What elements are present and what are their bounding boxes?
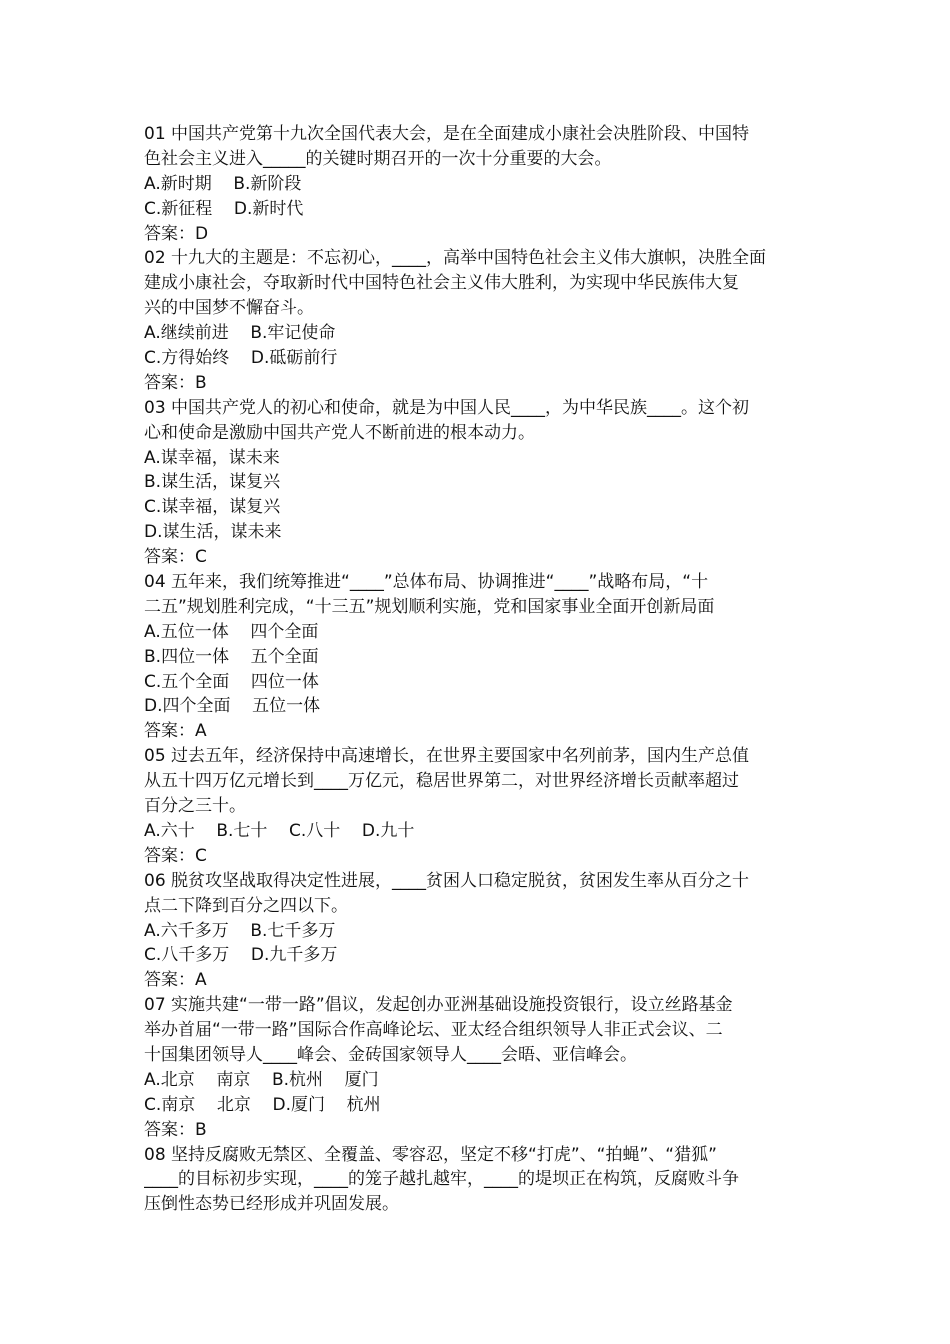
text-line: 点二下降到百分之四以下。 xyxy=(144,895,348,916)
answer-line: 答案：B xyxy=(144,372,207,393)
text-line: 色社会主义进入_____的关键时期召开的一次十分重要的大会。 xyxy=(144,148,612,169)
text-line: C.方得始终 D.砥砺前行 xyxy=(144,348,338,369)
text-line: ____的目标初步实现，____的笼子越扎越牢，____的堤坝正在构筑，反腐败斗争 xyxy=(144,1169,739,1190)
text-line: 举办首届“一带一路”国际合作高峰论坛、亚太经合组织领导人非正式会议、二 xyxy=(144,1020,723,1041)
text-line: A.六十 B.七十 C.八十 D.九十 xyxy=(144,820,415,841)
answer-line: 答案：A xyxy=(144,970,207,991)
text-line: 04 五年来，我们统筹推进“____”总体布局、协调推进“____”战略布局，“十 xyxy=(144,572,709,593)
text-line: B.四位一体 五个全面 xyxy=(144,646,319,667)
text-line: 心和使命是激励中国共产党人不断前进的根本动力。 xyxy=(144,422,535,443)
answer-line: 答案：A xyxy=(144,721,207,742)
text-line: C.南京 北京 D.厦门 杭州 xyxy=(144,1094,381,1115)
answer-line: 答案：C xyxy=(144,547,207,568)
text-line: A.谋幸福，谋未来 xyxy=(144,447,280,468)
text-line: 06 脱贫攻坚战取得决定性进展，____贫困人口稳定脱贫，贫困发生率从百分之十 xyxy=(144,870,750,891)
text-line: 03 中国共产党人的初心和使命，就是为中国人民____，为中华民族____。这个初 xyxy=(144,397,750,418)
text-line: C.谋幸福，谋复兴 xyxy=(144,497,281,518)
answer-line: 答案：C xyxy=(144,845,207,866)
text-line: 08 坚持反腐败无禁区、全覆盖、零容忍，坚定不移“打虎”、“拍蝇”、“猎狐” xyxy=(144,1144,717,1165)
text-line: B.谋生活，谋复兴 xyxy=(144,472,281,493)
text-line: D.谋生活，谋未来 xyxy=(144,522,282,543)
text-line: 07 实施共建“一带一路”倡议，发起创办亚洲基础设施投资银行，设立丝路基金 xyxy=(144,995,733,1016)
text-line: 兴的中国梦不懈奋斗。 xyxy=(144,298,314,319)
answer-line: 答案：B xyxy=(144,1119,207,1140)
text-line: A.六千多万 B.七千多万 xyxy=(144,920,336,941)
text-line: A.继续前进 B.牢记使命 xyxy=(144,323,336,344)
text-line: A.新时期 B.新阶段 xyxy=(144,173,302,194)
text-line: 二五”规划胜利完成，“十三五”规划顺利实施，党和国家事业全面开创新局面 xyxy=(144,596,715,617)
text-line: 十国集团领导人____峰会、金砖国家领导人____会晤、亚信峰会。 xyxy=(144,1044,637,1065)
answer-line: 答案：D xyxy=(144,223,209,244)
text-line: 05 过去五年，经济保持中高速增长，在世界主要国家中名列前茅，国内生产总值 xyxy=(144,746,750,767)
text-line: 压倒性态势已经形成并巩固发展。 xyxy=(144,1194,399,1215)
text-line: 02 十九大的主题是：不忘初心，____，高举中国特色社会主义伟大旗帜，决胜全面 xyxy=(144,248,767,269)
text-line: 建成小康社会，夺取新时代中国特色社会主义伟大胜利，为实现中华民族伟大复 xyxy=(144,273,739,294)
text-line: D.四个全面 五位一体 xyxy=(144,696,321,717)
text-line: C.八千多万 D.九千多万 xyxy=(144,945,338,966)
text-line: 01 中国共产党第十九次全国代表大会，是在全面建成小康社会决胜阶段、中国特 xyxy=(144,124,750,144)
text-line: 从五十四万亿元增长到____万亿元，稳居世界第二，对世界经济增长贡献率超过 xyxy=(144,771,739,792)
text-line: 百分之三十。 xyxy=(144,796,246,817)
text-line: A.北京 南京 B.杭州 厦门 xyxy=(144,1069,379,1090)
text-line: C.新征程 D.新时代 xyxy=(144,198,304,219)
text-line: A.五位一体 四个全面 xyxy=(144,621,319,642)
text-line: C.五个全面 四位一体 xyxy=(144,671,319,692)
quiz-text xyxy=(144,122,812,1217)
